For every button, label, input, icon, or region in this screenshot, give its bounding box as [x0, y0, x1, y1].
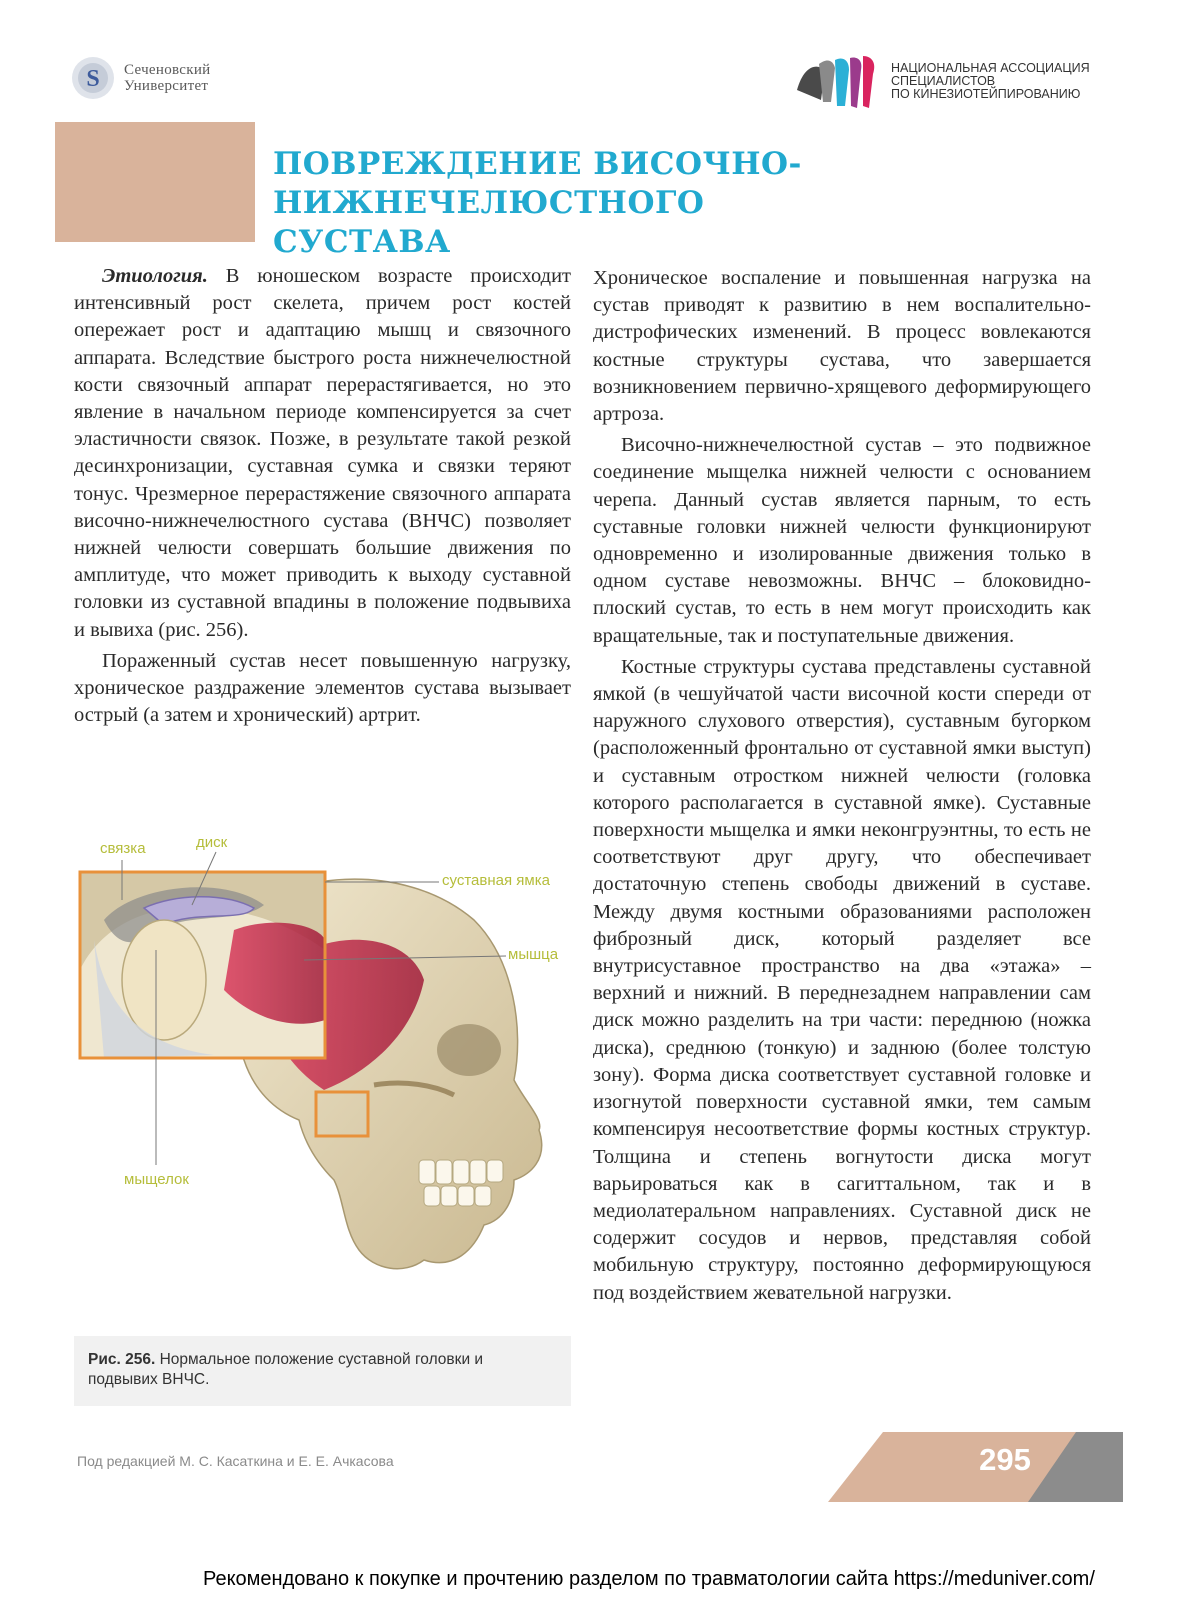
joint-inset — [80, 872, 325, 1058]
right-paragraph-3: Костные структуры сустава представлены суставной ямкой (в чешуйчатой части височной кости спереди от наружного слухового отверстия), суставным бугорком (расположенный фронтально от суставной ямки выступ) и суставным отростком нижней челюсти (головка которого располагается в суставной ямке). Суставные поверхности мыщелка и ямки неконгруэнтны, то есть не соответствуют друг другу, что обеспечивает достаточную степень свободы движений в суставе. Между двумя костными образованиями расположен фиброзный диск, который разделяет все внутрисуставное пространство на два «этажа» – верхний и нижний. В переднезаднем направлении сам диск можно разделить на три части: переднюю (ножка диска), среднюю (тонкую) и заднюю (более толстую зону). Форма диска соответствует суставной головке и изогнутой поверхности суставной ямки, тем самым компенсируя несоответствие формы костных структур. Толщина и степень вогнутости диска могут варьироваться как в сагиттальном, так и в медиолатеральном направлениях. Суставной диск не содержит сосудов и нервов, представляя собой мобильную структуру, постоянно деформирующуюся под воздействием жевательной нагрузки. — [593, 655, 1091, 1304]
title-line-1: ПОВРЕЖДЕНИЕ ВИСОЧНО- — [273, 146, 802, 182]
left-paragraph-2: Пораженный сустав несет повышенную нагрузку, хроническое раздражение элементов сустава вызывает острый (а затем и хронический) артрит. — [74, 649, 571, 727]
page-title — [273, 145, 893, 262]
label-disc: диск — [196, 834, 228, 851]
label-articular-fossa: суставная ямка — [442, 872, 550, 889]
right-paragraph-1: Хроническое воспаление и повышенная нагрузка на сустав приводят к развитию в нем воспалительно-дистрофических изменений. В процесс вовлекаются костные структуры сустава, что завершается возникновением первично-хрящевого деформирующего артроза. — [593, 267, 1091, 426]
etiology-lead: Этиология. — [102, 265, 208, 287]
title-line-2: НИЖНЕЧЕЛЮСТНОГО СУСТАВА — [273, 185, 705, 260]
editor-credit: Под редакцией М. С. Касаткина и Е. Е. Ачкасова — [77, 1453, 394, 1469]
logo-right-line1: НАЦИОНАЛЬНАЯ АССОЦИАЦИЯ — [891, 60, 1090, 75]
label-muscle: мышца — [508, 946, 559, 963]
recommendation-note: Рекомендовано к покупке и прочтению разделом по травматологии сайта https://meduniver.com/ — [203, 1568, 1095, 1590]
left-text-column — [74, 263, 571, 733]
logo-right-line3: ПО КИНЕЗИОТЕЙПИРОВАНИЮ — [891, 86, 1081, 101]
logo-left-line2: Университет — [124, 78, 209, 94]
sechenov-logo — [70, 55, 211, 101]
right-paragraph-2: Височно-нижнечелюстной сустав – это подвижное соединение мыщелка нижней челюсти с основанием черепа. Данный сустав является парным, то есть суставные головки нижней челюсти функционируют одновременно и изолированные движения только в одном суставе невозможны. ВНЧС – блоковидно-плоский сустав, то есть в нем могут происходить как вращательные, так и поступательные движения. — [593, 434, 1091, 647]
caption-text: Нормальное положение суставной головки и подвывих ВНЧС. — [88, 1351, 484, 1388]
right-text-column — [593, 265, 1091, 1311]
logo-left-line1: Сеченовский — [124, 62, 211, 78]
university-emblem-icon — [70, 55, 116, 101]
svg-text:S: S — [86, 66, 100, 92]
label-condyle: мыщелок — [124, 1171, 189, 1188]
skull-illustration — [74, 830, 574, 1330]
kinesio-association-logo — [795, 50, 1121, 112]
tmj-figure — [74, 830, 574, 1330]
figure-caption — [74, 1336, 571, 1406]
association-emblem-icon — [795, 50, 883, 112]
title-color-block — [55, 122, 255, 242]
caption-number: Рис. 256. — [88, 1351, 156, 1368]
logo-right-line2: СПЕЦИАЛИСТОВ — [891, 73, 996, 88]
etiology-paragraph — [74, 263, 571, 644]
label-ligament: связка — [100, 840, 146, 857]
page-number: 295 — [979, 1442, 1031, 1477]
etiology-text: В юношеском возрасте происходит интенсивный рост скелета, причем рост костей опережает рост и адаптацию мышц и связочного аппарата. Вследствие быстрого роста нижнечелюстной кости связочный аппарат перерастягивается, но это явление в начальном периоде компенсируется за счет эластичности связок. Позже, в результате такой резкой десинхронизации, суставная сумка и связки теряют тонус. Чрезмерное перерастяжение связочного аппарата височно-нижнечелюстного сустава (ВНЧС) позволяет нижней челюсти совершать большие движения по амплитуде, что может приводить к выходу суставной головки из суставной впадины в положение подвывиха и вывиха (рис. 256). — [74, 265, 571, 641]
